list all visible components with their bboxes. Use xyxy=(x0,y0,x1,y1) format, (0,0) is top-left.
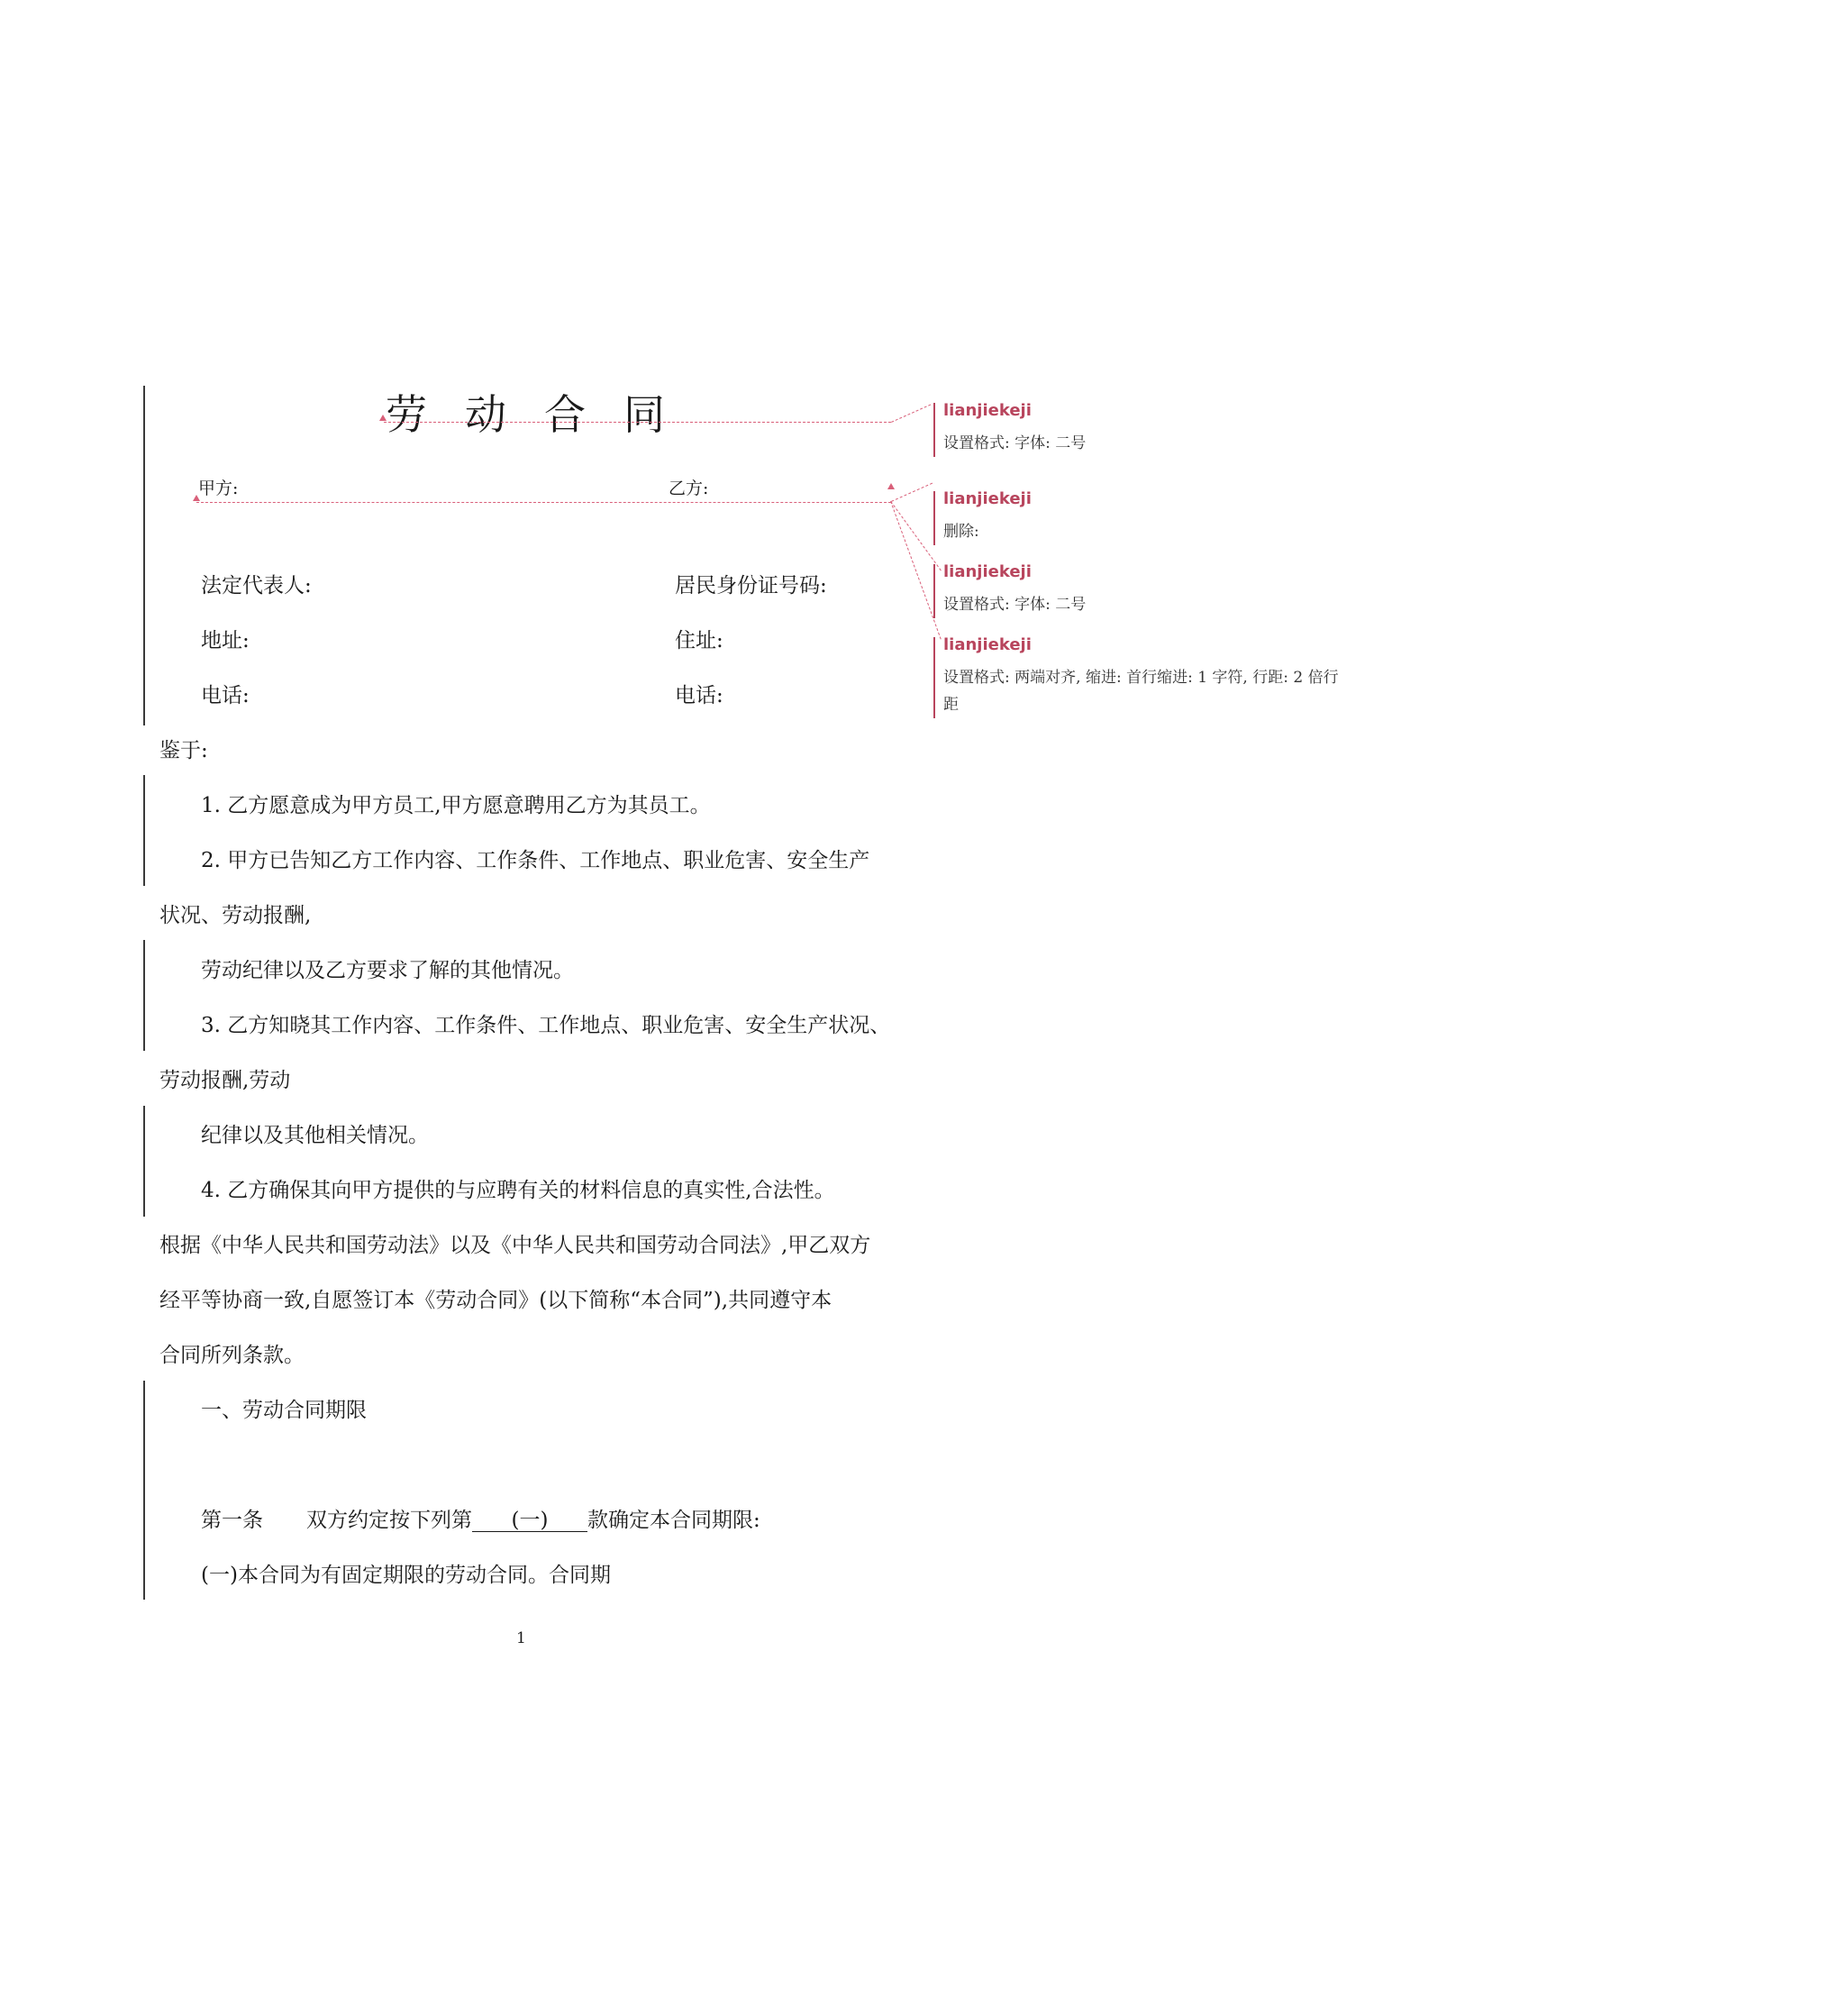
article-1 xyxy=(201,1510,760,1532)
id-number-label: 居民身份证号码: xyxy=(675,574,827,598)
party-b-label: 乙方: xyxy=(669,479,709,498)
insertion-caret-icon xyxy=(379,415,387,421)
revision-comment[interactable] xyxy=(933,403,1340,457)
comment-author: lianjiekeji xyxy=(943,635,1032,654)
recital-item-3: 3. 乙方知晓其工作内容、工作条件、工作地点、职业危害、安全生产状况、 xyxy=(201,1014,891,1037)
revision-comment[interactable] xyxy=(933,637,1340,718)
comment-text: 删除: xyxy=(943,523,979,541)
comment-author: lianjiekeji xyxy=(943,489,1032,508)
phone-b-label: 电话: xyxy=(675,684,723,707)
insertion-caret-icon xyxy=(887,483,895,489)
comment-leader-line xyxy=(891,483,933,502)
revision-dotted-line xyxy=(384,422,891,423)
change-bar xyxy=(143,1106,145,1217)
recital-item-4: 4. 乙方确保其向甲方提供的与应聘有关的材料信息的真实性,合法性。 xyxy=(201,1179,835,1202)
legal-basis-paragraph: 根据《中华人民共和国劳动法》以及《中华人民共和国劳动合同法》,甲乙双方 xyxy=(159,1234,871,1257)
recital-item-3-cont: 劳动报酬,劳动 xyxy=(159,1069,291,1092)
comment-author: lianjiekeji xyxy=(943,562,1032,581)
whereas-heading: 鉴于: xyxy=(159,739,208,762)
article-text: 款确定本合同期限: xyxy=(587,1509,760,1532)
section-heading: 一、劳动合同期限 xyxy=(201,1399,367,1422)
recital-item-2: 2. 甲方已告知乙方工作内容、工作条件、工作地点、职业危害、安全生产 xyxy=(201,849,870,872)
change-bar xyxy=(143,940,145,1051)
comment-text: 设置格式: 字体: 二号 xyxy=(943,596,1087,614)
revision-comment[interactable] xyxy=(933,564,1340,618)
address-b-label: 住址: xyxy=(675,629,723,652)
article-text: 双方约定按下列第 xyxy=(306,1509,472,1532)
recital-item-1: 1. 乙方愿意成为甲方员工,甲方愿意聘用乙方为其员工。 xyxy=(201,794,711,817)
page-number: 1 xyxy=(516,1629,526,1647)
revision-dotted-line xyxy=(196,502,891,503)
legal-representative-label: 法定代表人: xyxy=(201,574,312,598)
comment-text: 设置格式: 两端对齐, 缩进: 首行缩进: 1 字符, 行距: 2 倍行距 xyxy=(943,669,1339,714)
comment-author: lianjiekeji xyxy=(943,401,1032,420)
recital-item-2-cont: 劳动纪律以及乙方要求了解的其他情况。 xyxy=(201,959,574,982)
recital-item-3-cont: 纪律以及其他相关情况。 xyxy=(201,1124,429,1147)
change-bar xyxy=(143,1381,145,1600)
legal-basis-paragraph: 合同所列条款。 xyxy=(159,1344,305,1367)
change-bar xyxy=(143,386,145,725)
document-title: 劳 动 合 同 xyxy=(386,390,665,439)
revision-comment[interactable] xyxy=(933,491,1340,545)
phone-a-label: 电话: xyxy=(201,684,250,707)
article-label: 第一条 xyxy=(201,1509,263,1532)
comment-leader-line xyxy=(891,404,931,422)
legal-basis-paragraph: 经平等协商一致,自愿签订本《劳动合同》(以下简称“本合同”),共同遵守本 xyxy=(159,1289,833,1312)
address-a-label: 地址: xyxy=(201,629,250,652)
clause-1: (一)本合同为有固定期限的劳动合同。合同期 xyxy=(201,1564,611,1587)
comment-text: 设置格式: 字体: 二号 xyxy=(943,434,1087,452)
party-a-label: 甲方: xyxy=(198,479,239,498)
fill-in-blank: (一) xyxy=(472,1510,587,1532)
change-bar xyxy=(143,775,145,886)
recital-item-2-cont: 状况、劳动报酬, xyxy=(159,904,312,927)
insertion-caret-icon xyxy=(193,495,200,501)
